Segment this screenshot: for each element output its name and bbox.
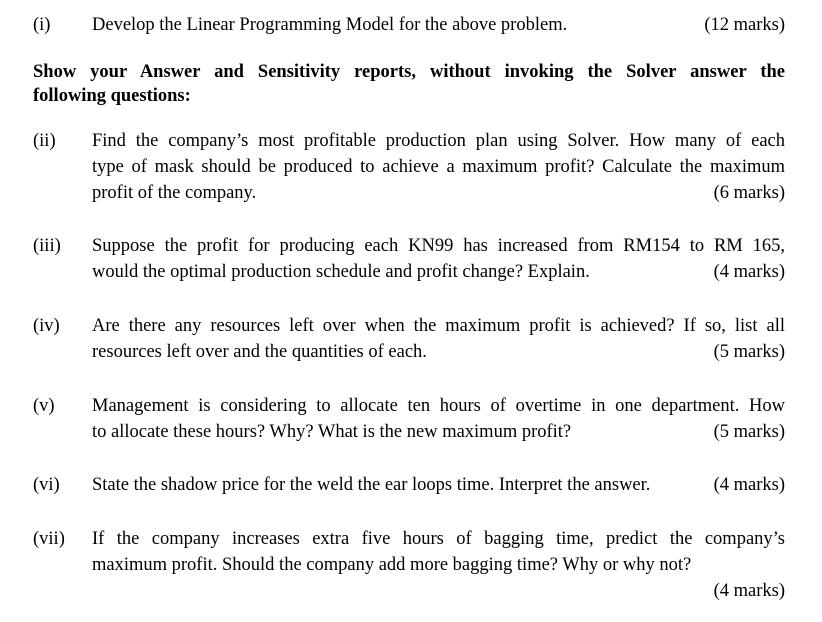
- question-number: (vi): [33, 475, 60, 495]
- question-line-1: Suppose the profit for producing each KN99 has increased from RM154 to RM 165,: [92, 236, 785, 256]
- question-text: profit of the company.: [92, 183, 257, 203]
- question-number: (vii): [33, 529, 65, 549]
- marks-label: (12 marks): [704, 15, 785, 35]
- marks-label: (5 marks): [713, 422, 785, 442]
- question-number: (iii): [33, 236, 61, 256]
- question-body: [92, 12, 785, 38]
- question-line-1: If the company increases extra five hours of bagging time, predict the company’s: [92, 529, 785, 549]
- question-body: [92, 526, 785, 604]
- question-body: [92, 313, 785, 365]
- question-body: [92, 472, 785, 498]
- instruction: [33, 60, 785, 108]
- question-text: Develop the Linear Programming Model for the above problem.: [92, 15, 568, 35]
- marks-label: (4 marks): [713, 581, 785, 601]
- question-body: [92, 393, 785, 445]
- marks-label: (4 marks): [713, 262, 785, 282]
- marks-label: (6 marks): [713, 183, 785, 203]
- question-text: would the optimal production schedule and profit change? Explain.: [92, 262, 590, 282]
- question-line-2: type of mask should be produced to achieve a maximum profit? Calculate the maximum: [92, 157, 785, 177]
- question-line-1: Management is considering to allocate ten hours of overtime in one department. How: [92, 396, 785, 416]
- instruction-line-2: following questions:: [33, 86, 191, 106]
- question-line-1: Are there any resources left over when the maximum profit is achieved? If so, list all: [92, 316, 785, 336]
- question-number: (v): [33, 396, 55, 416]
- question-body: [92, 128, 785, 206]
- question-line-2: [92, 419, 785, 445]
- marks-label: (5 marks): [713, 342, 785, 362]
- question-line-1: Find the company’s most profitable production plan using Solver. How many of each: [92, 131, 785, 151]
- question-text: to allocate these hours? Why? What is the new maximum profit?: [92, 422, 572, 442]
- question-body: [92, 233, 785, 285]
- question-line-2: maximum profit. Should the company add more bagging time? Why or why not?: [92, 555, 692, 575]
- question-line: [92, 472, 785, 498]
- question-line: [92, 12, 785, 38]
- question-line-2: [92, 259, 785, 285]
- marks-label: (4 marks): [713, 475, 785, 495]
- question-line-3: [92, 180, 785, 206]
- instruction-line-1: Show your Answer and Sensitivity reports, without invoking the Solver answer the: [33, 62, 785, 82]
- question-number: (ii): [33, 131, 56, 151]
- question-number: (i): [33, 15, 51, 35]
- question-number: (iv): [33, 316, 60, 336]
- question-text: State the shadow price for the weld the ear loops time. Interpret the answer.: [92, 475, 651, 495]
- question-text: resources left over and the quantities of each.: [92, 342, 427, 362]
- question-line-2: [92, 339, 785, 365]
